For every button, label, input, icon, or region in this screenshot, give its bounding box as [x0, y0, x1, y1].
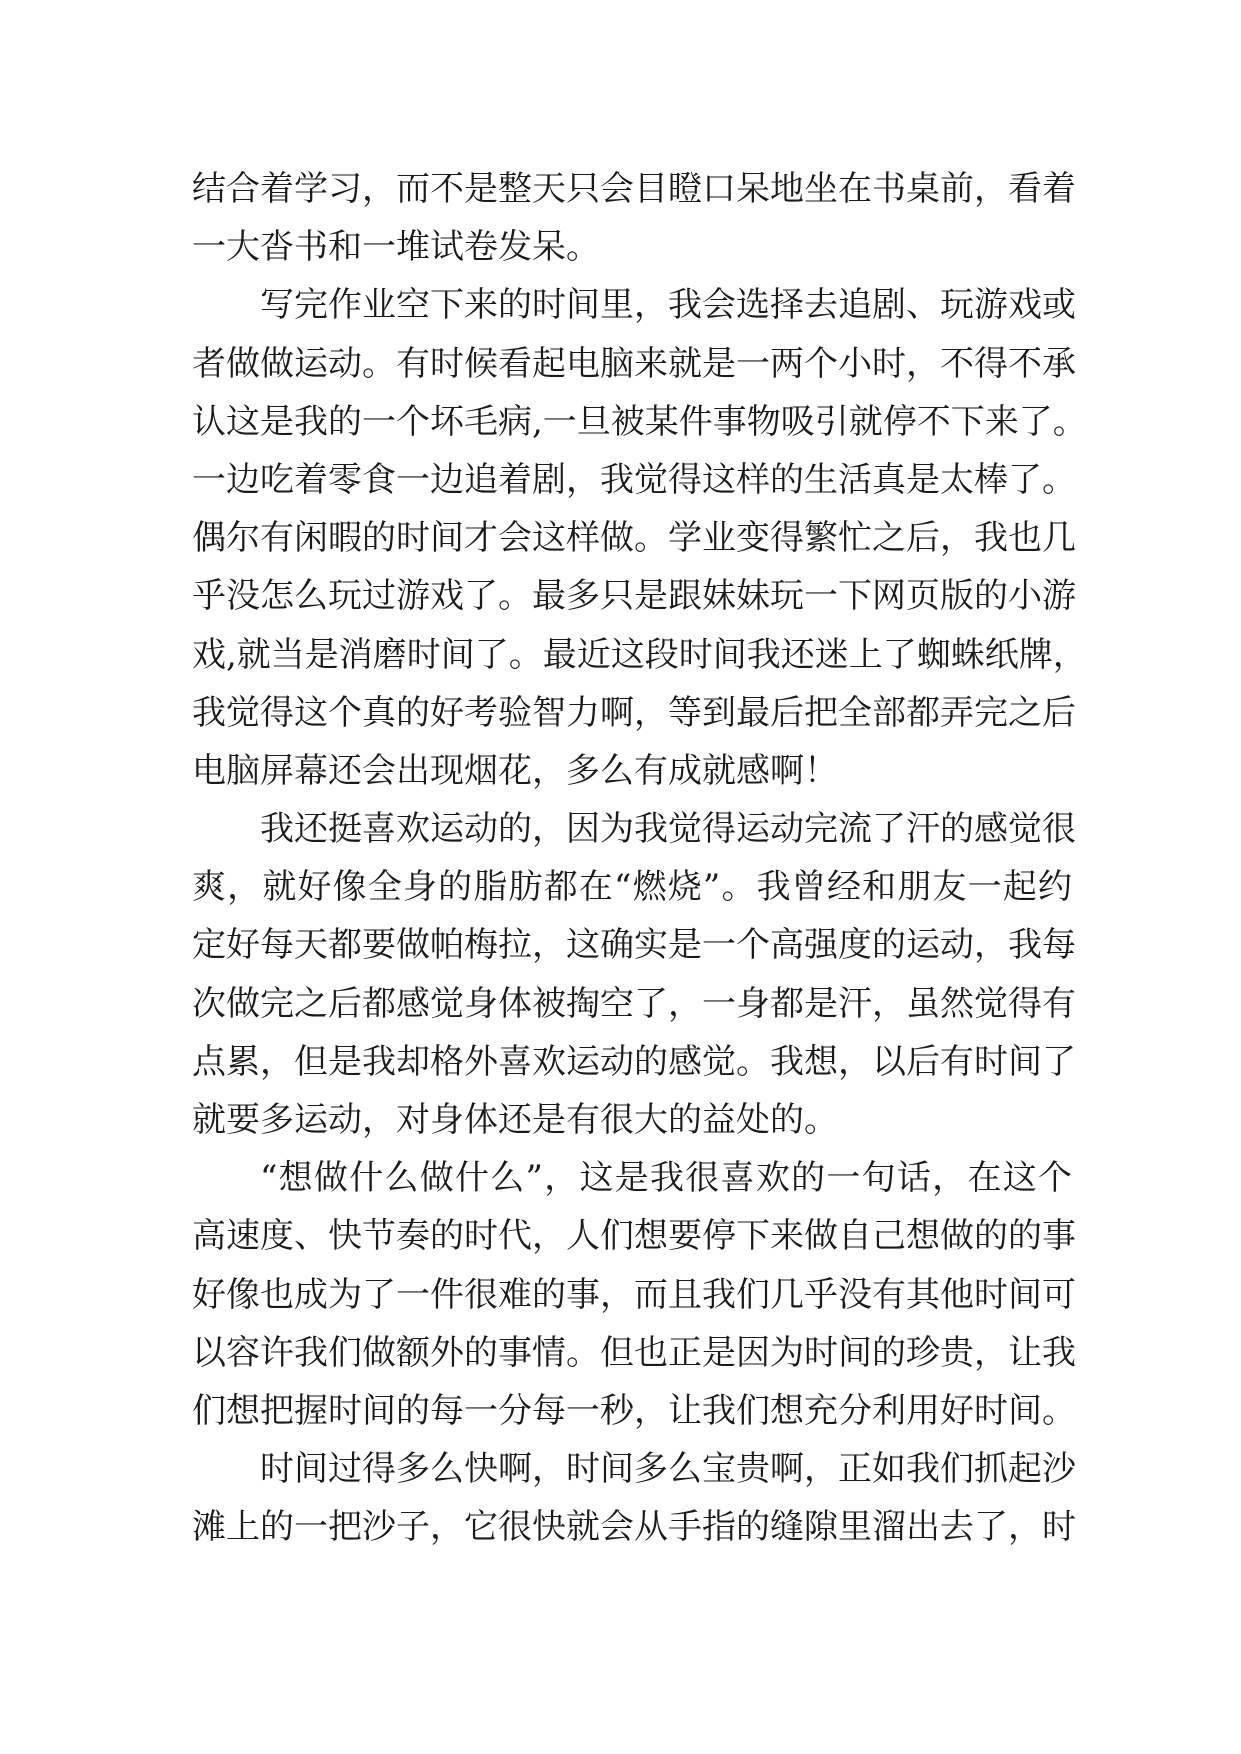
text-line: 一大沓书和一堆试卷发呆。 — [192, 227, 600, 268]
text-line: 认这是我的一个坏毛病,一旦被某件事物吸引就停不下来了。 — [192, 401, 1087, 442]
text-line: 以容许我们做额外的事情。但也正是因为时间的珍贵，让我 — [192, 1332, 1076, 1373]
text-line: 一边吃着零食一边追着剧，我觉得这样的生活真是太棒了。 — [192, 459, 1076, 500]
text-line: 戏,就当是消磨时间了。最近这段时间我还迷上了蜘蛛纸牌， — [192, 634, 1087, 675]
text-line: 点累，但是我却格外喜欢运动的感觉。我想，以后有时间了 — [192, 1041, 1076, 1082]
text-line: 们想把握时间的每一分每一秒，让我们想充分利用好时间。 — [192, 1390, 1076, 1431]
text-line: 好像也成为了一件很难的事，而且我们几乎没有其他时间可 — [192, 1274, 1076, 1315]
text-line: 我还挺喜欢运动的，因为我觉得运动完流了汗的感觉很 — [260, 809, 1076, 850]
text-line: 滩上的一把沙子，它很快就会从手指的缝隙里溜出去了，时 — [192, 1507, 1076, 1548]
text-line: 时间过得多么快啊，时间多么宝贵啊，正如我们抓起沙 — [260, 1449, 1076, 1490]
text-line: 者做做运动。有时候看起电脑来就是一两个小时，不得不承 — [192, 343, 1076, 384]
text-line: 爽，就好像全身的脂肪都在“燃烧”。我曾经和朋友一起约 — [192, 867, 1072, 908]
text-line: 偶尔有闲暇的时间才会这样做。学业变得繁忙之后，我也几 — [192, 518, 1076, 559]
text-line: 高速度、快节奏的时代，人们想要停下来做自己想做的的事 — [192, 1216, 1076, 1257]
text-line: 写完作业空下来的时间里，我会选择去追剧、玩游戏或 — [260, 285, 1076, 326]
text-line: 定好每天都要做帕梅拉，这确实是一个高强度的运动，我每 — [192, 925, 1076, 966]
text-line: 次做完之后都感觉身体被掏空了，一身都是汗，虽然觉得有 — [192, 983, 1076, 1024]
text-line: 就要多运动，对身体还是有很大的益处的。 — [192, 1100, 838, 1140]
text-line: “想做什么做什么”，这是我很喜欢的一句话，在这个 — [260, 1158, 1072, 1199]
text-line: 我觉得这个真的好考验智力啊，等到最后把全部都弄完之后 — [192, 692, 1076, 733]
body-text — [192, 160, 1087, 1557]
text-line: 电脑屏幕还会出现烟花，多么有成就感啊！ — [192, 750, 838, 791]
text-line: 结合着学习，而不是整天只会目瞪口呆地坐在书桌前，看着 — [192, 169, 1076, 209]
text-line: 乎没怎么玩过游戏了。最多只是跟妹妹玩一下网页版的小游 — [192, 576, 1076, 617]
